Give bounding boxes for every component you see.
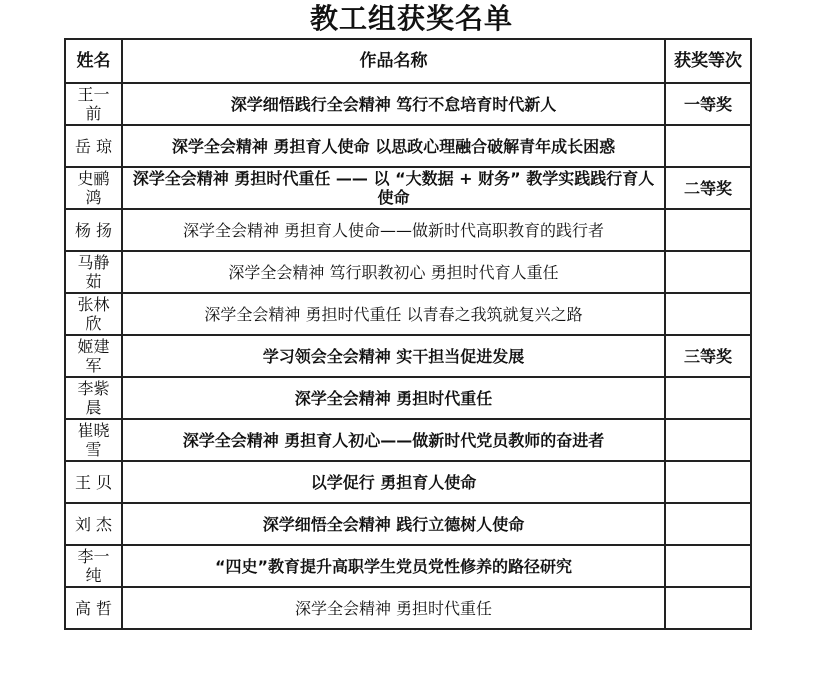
table-row bbox=[65, 209, 751, 251]
cell-name: 刘 杰 bbox=[65, 503, 122, 545]
cell-prize-level: 三等奖 bbox=[665, 335, 751, 377]
cell-prize-level bbox=[665, 545, 751, 587]
cell-prize-level bbox=[665, 503, 751, 545]
cell-prize-level bbox=[665, 125, 751, 167]
cell-work-title: 深学全会精神 勇担时代重任 以青春之我筑就复兴之路 bbox=[122, 293, 665, 335]
cell-name: 王 贝 bbox=[65, 461, 122, 503]
cell-work-title: 深学细悟践行全会精神 笃行不怠培育时代新人 bbox=[122, 83, 665, 125]
cell-name: 崔晓雪 bbox=[65, 419, 122, 461]
header-work-title: 作品名称 bbox=[122, 39, 665, 83]
cell-prize-level: 一等奖 bbox=[665, 83, 751, 125]
cell-name: 李一纯 bbox=[65, 545, 122, 587]
cell-name: 史鹂鸿 bbox=[65, 167, 122, 209]
cell-name: 姬建军 bbox=[65, 335, 122, 377]
cell-work-title: 学习领会全会精神 实干担当促进发展 bbox=[122, 335, 665, 377]
cell-work-title: 深学全会精神 勇担育人使命 以思政心理融合破解青年成长困惑 bbox=[122, 125, 665, 167]
cell-work-title: 深学全会精神 勇担育人使命——做新时代高职教育的践行者 bbox=[122, 209, 665, 251]
table-row bbox=[65, 377, 751, 419]
cell-prize-level: 二等奖 bbox=[665, 167, 751, 209]
cell-name: 马静茹 bbox=[65, 251, 122, 293]
awards-table bbox=[64, 38, 752, 630]
cell-prize-level bbox=[665, 461, 751, 503]
cell-name: 张林欣 bbox=[65, 293, 122, 335]
cell-work-title: 深学全会精神 勇担时代重任 —— 以 “大数据 + 财务” 教学实践践行育人使命 bbox=[122, 167, 665, 209]
cell-name: 岳 琼 bbox=[65, 125, 122, 167]
table-row bbox=[65, 167, 751, 209]
cell-work-title: “四史”教育提升高职学生党员党性修养的路径研究 bbox=[122, 545, 665, 587]
table-row bbox=[65, 503, 751, 545]
cell-work-title: 深学全会精神 勇担育人初心——做新时代党员教师的奋进者 bbox=[122, 419, 665, 461]
cell-work-title: 深学全会精神 笃行职教初心 勇担时代育人重任 bbox=[122, 251, 665, 293]
cell-work-title: 深学细悟全会精神 践行立德树人使命 bbox=[122, 503, 665, 545]
cell-work-title: 以学促行 勇担育人使命 bbox=[122, 461, 665, 503]
cell-name: 杨 扬 bbox=[65, 209, 122, 251]
cell-prize-level bbox=[665, 209, 751, 251]
table-row bbox=[65, 251, 751, 293]
table-row bbox=[65, 125, 751, 167]
cell-prize-level bbox=[665, 251, 751, 293]
table-row bbox=[65, 83, 751, 125]
cell-name: 高 哲 bbox=[65, 587, 122, 629]
table-row bbox=[65, 461, 751, 503]
table-row bbox=[65, 545, 751, 587]
cell-prize-level bbox=[665, 293, 751, 335]
table-header-row bbox=[65, 39, 751, 83]
cell-name: 李紫晨 bbox=[65, 377, 122, 419]
cell-prize-level bbox=[665, 419, 751, 461]
cell-work-title: 深学全会精神 勇担时代重任 bbox=[122, 377, 665, 419]
cell-work-title: 深学全会精神 勇担时代重任 bbox=[122, 587, 665, 629]
cell-prize-level bbox=[665, 587, 751, 629]
table-row bbox=[65, 419, 751, 461]
table-row bbox=[65, 335, 751, 377]
table-row bbox=[65, 293, 751, 335]
cell-prize-level bbox=[665, 377, 751, 419]
cell-name: 王一前 bbox=[65, 83, 122, 125]
document-title: 教工组获奖名单 bbox=[309, 2, 513, 35]
header-prize-level: 获奖等次 bbox=[665, 39, 751, 83]
table-row bbox=[65, 587, 751, 629]
header-name: 姓名 bbox=[65, 39, 122, 83]
